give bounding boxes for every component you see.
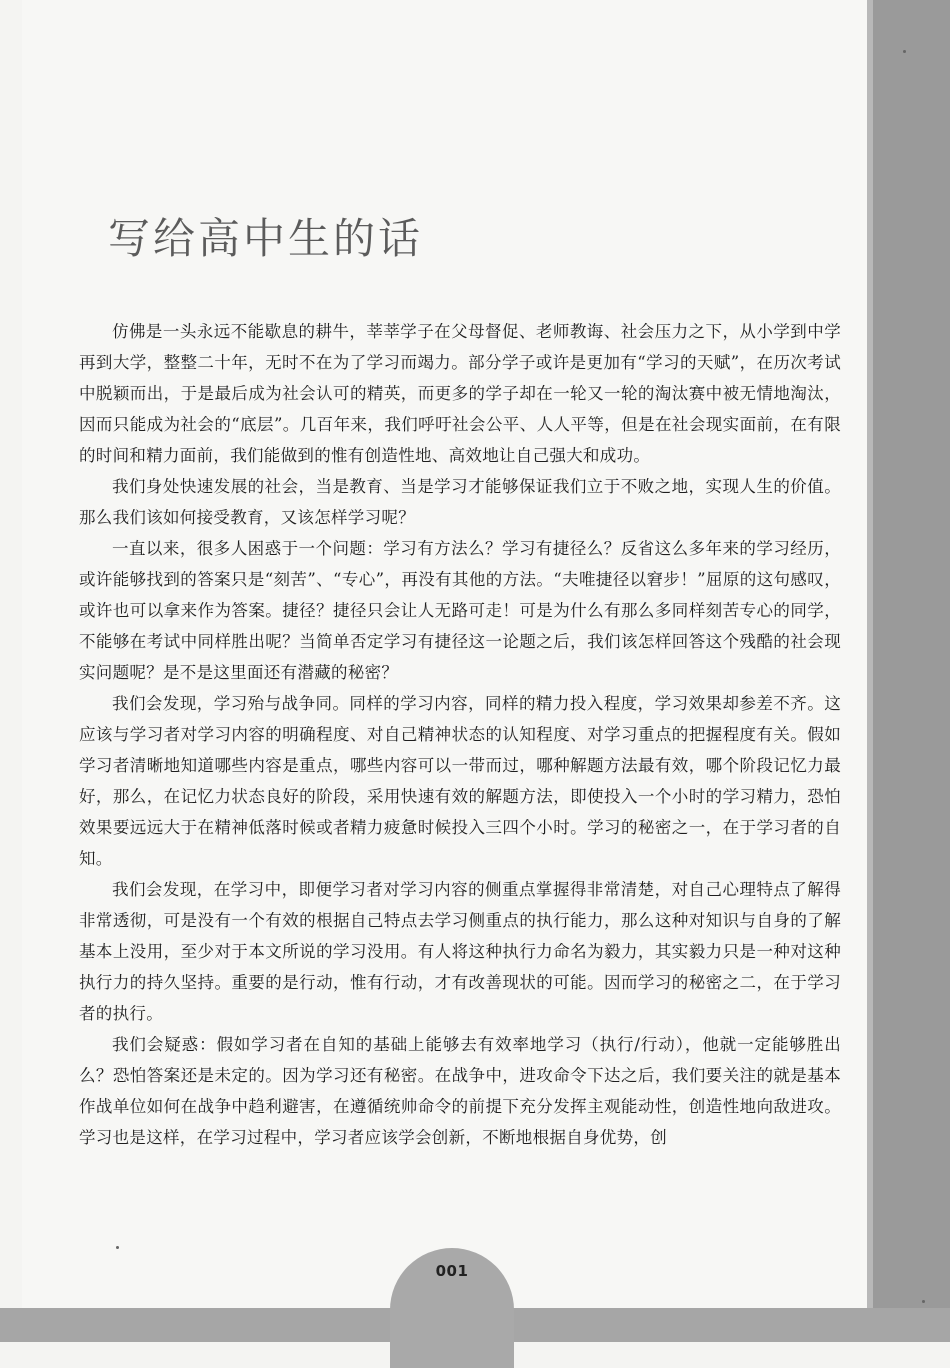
paragraph: 一直以来，很多人困惑于一个问题：学习有方法么？学习有捷径么？反省这么多年来的学习经历，或许能够找到的答案只是“刻苦”、“专心”，再没有其他的方法。“夫唯捷径以窘步！”屈原的这句感叹，或许也可以拿来作为答案。捷径？捷径只会让人无路可走！可是为什么有那么多同样刻苦专心的同学，不能够在考试中同样胜出呢？当简单否定学习有捷径这一论题之后，我们该怎样回答这个残酷的社会现实问题呢？是不是这里面还有潜藏的秘密？ (79, 539, 841, 682)
paragraph: 我们身处快速发展的社会，当是教育、当是学习才能够保证我们立于不败之地，实现人生的价值。那么我们该如何接受教育，又该怎样学习呢？ (79, 477, 841, 527)
paragraph: 我们会发现，在学习中，即便学习者对学习内容的侧重点掌握得非常清楚，对自己心理特点了解得非常透彻，可是没有一个有效的根据自己特点去学习侧重点的执行能力，那么这种对知识与自身的了解基本上没用，至少对于本文所说的学习没用。有人将这种执行力命名为毅力，其实毅力只是一种对这种执行力的持久坚持。重要的是行动，惟有行动，才有改善现状的可能。因而学习的秘密之二，在于学习者的执行。 (79, 880, 841, 1023)
page-title: 写给高中生的话 (108, 214, 424, 263)
paragraph: 仿佛是一头永远不能歇息的耕牛，莘莘学子在父母督促、老师教诲、社会压力之下，从小学到中学再到大学，整整二十年，无时不在为了学习而竭力。部分学子或许是更加有“学习的天赋”，在历次考试中脱颖而出，于是最后成为社会认可的精英，而更多的学子却在一轮又一轮的淘汰赛中被无情地淘汰，因而只能成为社会的“底层”。几百年来，我们呼吁社会公平、人人平等，但是在社会现实面前，在有限的时间和精力面前，我们能做到的惟有创造性地、高效地让自己强大和成功。 (79, 322, 841, 465)
page-number: 001 (435, 1262, 469, 1280)
body-text (79, 316, 841, 1153)
paragraph: 我们会发现，学习殆与战争同。同样的学习内容，同样的精力投入程度，学习效果却参差不齐。这应该与学习者对学习内容的明确程度、对自己精神状态的认知程度、对学习重点的把握程度有关。假如学习者清晰地知道哪些内容是重点，哪些内容可以一带而过，哪种解题方法最有效，哪个阶段记忆力最好，那么，在记忆力状态良好的阶段，采用快速有效的解题方法，即使投入一个小时的学习精力，恐怕效果要远远大于在精神低落时候或者精力疲惫时候投入三四个小时。学习的秘密之一，在于学习者的自知。 (79, 694, 841, 868)
scan-speck (903, 50, 906, 53)
page-edge-bar (867, 0, 950, 1342)
scan-speck (922, 1300, 925, 1303)
paragraph: 我们会疑惑：假如学习者在自知的基础上能够去有效率地学习（执行/行动），他就一定能够胜出么？恐怕答案还是未定的。因为学习还有秘密。在战争中，进攻命令下达之后，我们要关注的就是基本作战单位如何在战争中趋利避害，在遵循统帅命令的前提下充分发挥主观能动性，创造性地向敌进攻。学习也是这样，在学习过程中，学习者应该学会创新，不断地根据自身优势，创 (79, 1035, 841, 1147)
scan-speck (116, 1246, 119, 1249)
